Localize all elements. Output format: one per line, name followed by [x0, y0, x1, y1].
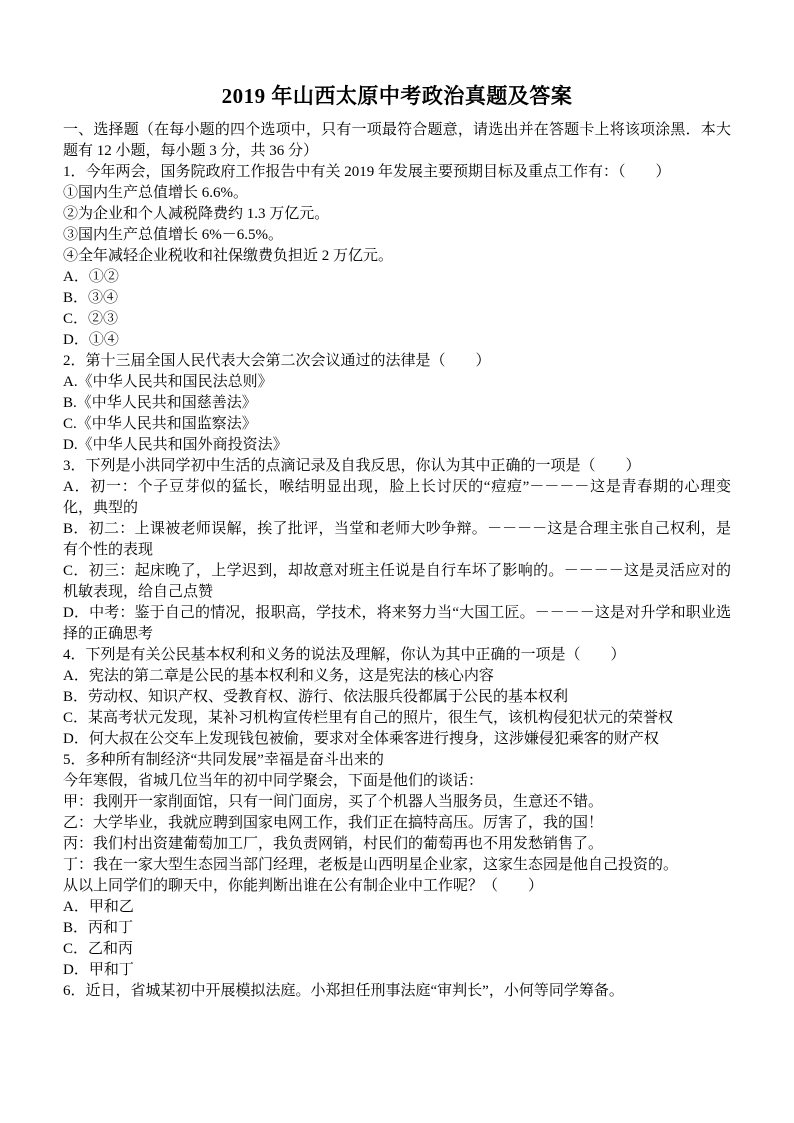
question-5-option-a: A．甲和乙: [63, 899, 134, 915]
question-1-statement-4: ④全年减轻企业税收和社保缴费负担近 2 万亿元。: [63, 248, 394, 264]
question-5-option-c: C．乙和丙: [63, 941, 134, 957]
question-5-prompt: 从以上同学们的聊天中，你能判断出谁在公有制企业中工作呢？（ ）: [63, 878, 544, 894]
question-2-option-a: A.《中华人民共和国民法总则》: [63, 374, 273, 390]
question-1-option-a: A．①②: [63, 269, 119, 285]
question-1-option-b: B．③④: [63, 290, 119, 306]
question-2-stem: 2．第十三届全国人民代表大会第二次会议通过的法律是（ ）: [63, 353, 491, 369]
question-5-dialogue-yi: 乙：大学毕业，我就应聘到国家电网工作，我们正在搞特高压。厉害了，我的国！: [63, 815, 604, 831]
question-5-option-d: D．甲和丁: [63, 962, 134, 978]
document-content: [63, 84, 731, 1002]
question-1-statement-2: ②为企业和个人减税降费约 1.3 万亿元。: [63, 206, 330, 222]
question-4-option-b: B．劳动权、知识产权、受教育权、游行、依法服兵役都属于公民的基本权利: [63, 689, 569, 705]
question-2-option-b: B.《中华人民共和国慈善法》: [63, 395, 257, 411]
question-4-option-d: D．何大叔在公交车上发现钱包被偷，要求对全体乘客进行搜身，这涉嫌侵犯乘客的财产权: [63, 731, 659, 747]
document-body: [63, 120, 731, 1002]
question-5-dialogue-bing: 丙：我们村出资建葡萄加工厂，我负责网销，村民们的葡萄再也不用发愁销售了。: [63, 836, 604, 852]
question-4-option-c: C．某高考状元发现，某补习机构宣传栏里有自己的照片，很生气，该机构侵犯状元的荣誉权: [63, 710, 674, 726]
question-3-option-a: A．初一：个子豆芽似的猛长，喉结明显出现，脸上长讨厌的“痘痘”－－－－这是青春期的心理变化，典型的: [63, 479, 731, 516]
question-5-context-intro: 今年寒假，省城几位当年的初中同学聚会，下面是他们的谈话：: [63, 773, 484, 789]
section-1-header: 一、选择题（在每小题的四个选项中，只有一项最符合题意，请选出并在答题卡上将该项涂黑．本大题有 12 小题，每小题 3 分，共 36 分）: [63, 122, 731, 159]
question-5-dialogue-jia: 甲：我刚开一家削面馆，只有一间门面房，买了个机器人当服务员，生意还不错。: [63, 794, 604, 810]
question-1-statement-3: ③国内生产总值增长 6%－6.5%。: [63, 227, 283, 243]
question-1-statement-1: ①国内生产总值增长 6.6%。: [63, 185, 248, 201]
question-1-option-c: C．②③: [63, 311, 119, 327]
question-1-stem: 1．今年两会，国务院政府工作报告中有关 2019 年发展主要预期目标及重点工作有：（ ）: [63, 164, 671, 180]
question-2-option-c: C.《中华人民共和国监察法》: [63, 416, 257, 432]
question-5-dialogue-ding: 丁：我在一家大型生态园当部门经理，老板是山西明星企业家，这家生态园是他自己投资的。: [63, 857, 679, 873]
question-4-stem: 4．下列是有关公民基本权利和义务的说法及理解，你认为其中正确的一项是（ ）: [63, 647, 626, 663]
question-6-stem: 6．近日，省城某初中开展模拟法庭。小郑担任刑事法庭“审判长”，小何等同学筹备。: [63, 983, 624, 999]
question-3-option-d: D．中考：鉴于自己的情况，报职高，学技术，将来努力当“大国工匠。－－－－这是对升学和职业选择的正确思考: [63, 605, 731, 642]
page-title: 2019 年山西太原中考政治真题及答案: [221, 84, 573, 108]
question-3-stem: 3．下列是小洪同学初中生活的点滴记录及自我反思，你认为其中正确的一项是（ ）: [63, 458, 641, 474]
question-2-option-d: D.《中华人民共和国外商投资法》: [63, 437, 288, 453]
question-3-option-c: C．初三：起床晚了，上学迟到，却故意对班主任说是自行车坏了影响的。－－－－这是灵活应对的机敏表现，给自己点赞: [63, 563, 731, 600]
question-5-stem: 5．多种所有制经济“共同发展”幸福是奋斗出来的: [63, 752, 384, 768]
question-3-option-b: B．初二：上课被老师误解，挨了批评，当堂和老师大吵争辩。－－－－这是合理主张自己权利，是有个性的表现: [63, 521, 731, 558]
question-1-option-d: D．①④: [63, 332, 119, 348]
question-5-option-b: B．丙和丁: [63, 920, 134, 936]
question-4-option-a: A．宪法的第二章是公民的基本权利和义务，这是宪法的核心内容: [63, 668, 494, 684]
